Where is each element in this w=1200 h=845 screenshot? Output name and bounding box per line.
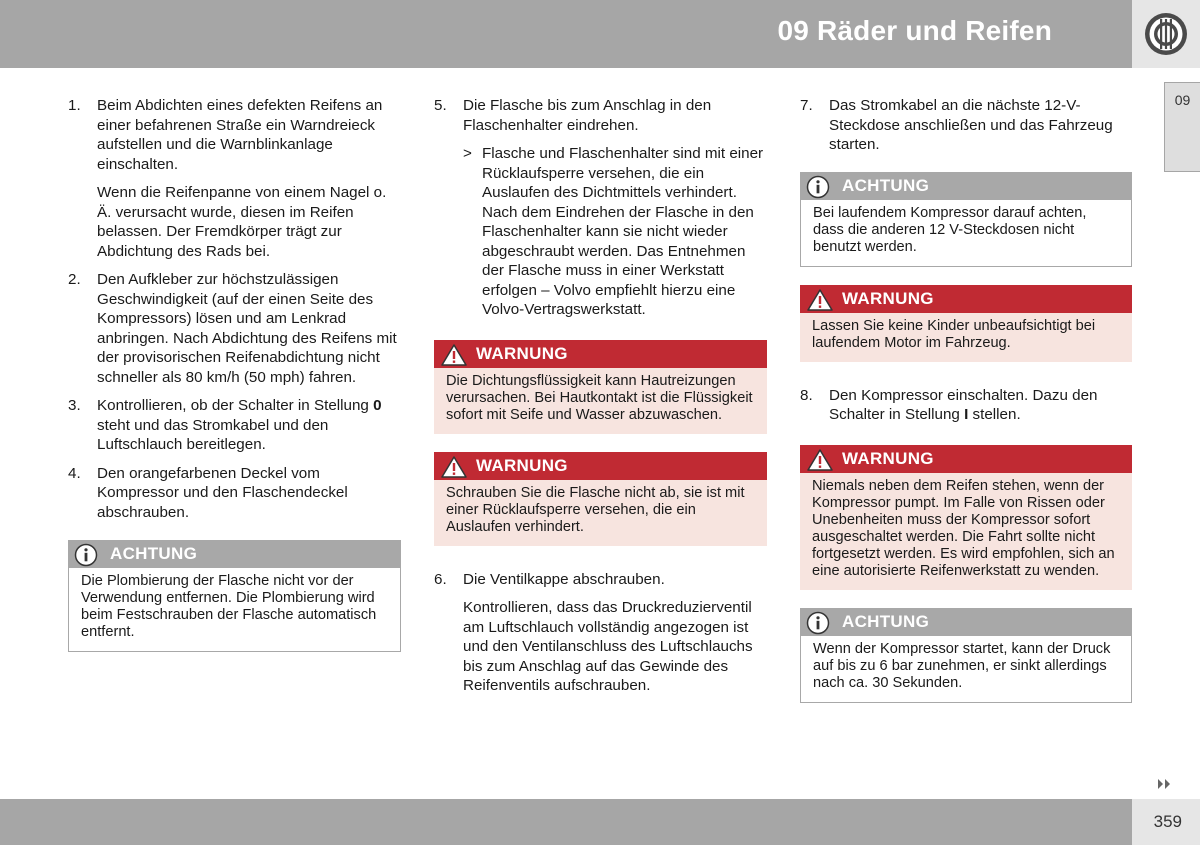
result-marker: > [463,145,472,162]
step-text: Das Stromkabel an die nächste 12-V-Steckdose anschließen und das Fahrzeug starten. [829,97,1113,153]
info-icon [806,175,830,199]
achtung-box [800,172,1132,267]
step-number: 4. [68,464,81,482]
step-2 [68,270,401,387]
switch-position-label: 0 [373,397,382,414]
chapter-side-tab[interactable]: 09 [1164,82,1200,172]
step-number: 1. [68,97,81,114]
step-text: Den orangefarbenen Deckel vom Kompressor und den Flaschendeckel abschrauben. [97,464,348,521]
warnung-box [800,445,1132,590]
achtung-title: ACHTUNG [110,544,198,564]
warnung-box [800,285,1132,362]
double-chevron-right-icon[interactable] [1157,777,1173,791]
step-note: Kontrollieren, dass das Druckreduzierventil am Luftschlauch vollständig angezogen ist und den Ventilanschluss des Luftschlauchs bis zum Anschlag auf das Gewinde des Reifenventils aufschrauben. [463,599,753,694]
column-1 [68,96,401,670]
warnung-header [434,340,767,368]
column-3 [800,96,1132,721]
step-number: 6. [434,570,447,588]
step-8 [800,386,1132,425]
step-5 [434,96,767,135]
warnung-text: Schrauben Sie die Flasche nicht ab, sie ist mit einer Rücklaufsperre versehen, die ein Auslaufen verhindert. [434,480,767,546]
achtung-title: ACHTUNG [842,175,930,195]
switch-position-label: I [964,406,969,423]
warnung-header [434,452,767,480]
step-number: 8. [800,386,813,404]
info-icon [74,543,98,567]
step-text-part: Den Kompressor einschalten. Dazu den Schalter in Stellung [829,386,1098,423]
warnung-box [434,340,767,434]
achtung-box [800,608,1132,703]
warnung-text: Die Dichtungsflüssigkeit kann Hautreizungen verursachen. Bei Hautkontakt ist die Flüssigkeit sofort mit Seife und Wasser abzuwaschen. [434,368,767,434]
achtung-text: Bei laufendem Kompressor darauf achten, dass die anderen 12 V-Steckdosen nicht benutzt werden. [800,200,1132,267]
warnung-text: Lassen Sie keine Kinder unbeaufsichtigt bei laufendem Motor im Fahrzeug. [800,313,1132,362]
step-text [97,396,401,455]
achtung-header [800,172,1132,200]
warnung-header [800,285,1132,313]
step-7 [800,96,1132,155]
page-footer [0,799,1132,845]
step-text-part: Kontrollieren, ob der Schalter in Stellung [97,397,374,414]
warnung-header [800,445,1132,473]
chapter-header [0,0,1132,68]
warnung-text: Niemals neben dem Reifen stehen, wenn der Kompressor pumpt. Im Falle von Rissen oder Unebenheiten muss der Kompressor sofort ausgeschaltet werden. Die Fahrt sollte nicht fortgesetzt werden. Es wird empfohlen, sich an eine autorisierte Reifenwerkstatt zu wenden. [800,473,1132,590]
step-1 [68,96,401,174]
step-text-part: stellen. [968,406,1021,423]
achtung-text: Wenn der Kompressor startet, kann der Druck auf bis zu 6 bar zunehmen, er sinkt allerdings nach ca. 30 Sekunden. [800,636,1132,703]
result-text: Flasche und Flaschenhalter sind mit einer Rücklaufsperre versehen, die ein Auslaufen des Dichtmittels verhindert. Nach dem Eindrehen der Flasche in den Flaschenhalter kann sie nicht wieder abgeschraubt werden. Das Entnehmen der Flasche muss in einer Werkstatt erfolgen – Volvo empfiehlt hierzu eine Volvo-Vertragswerkstatt. [482,145,764,318]
warnung-title: WARNUNG [842,448,934,468]
step-text-part: steht und das Stromkabel und den Luftschlauch bereitlegen. [97,416,329,453]
step-text: Beim Abdichten eines defekten Reifens an einer befahrenen Straße ein Warndreieck aufstellen und die Warnblinkanlage einschalten. [97,97,383,173]
chapter-icon-box [1132,0,1200,68]
step-number: 3. [68,397,81,414]
chapter-title: 09 Räder und Reifen [777,15,1052,46]
achtung-title: ACHTUNG [842,611,930,631]
warning-triangle-icon [806,288,834,312]
column-2 [434,96,767,705]
page-number: 359 [1153,812,1182,831]
warnung-box [434,452,767,546]
achtung-text: Die Plombierung der Flasche nicht vor der Verwendung entfernen. Die Plombierung wird beim Festschrauben der Flasche automatisch entfernt. [68,568,401,652]
step-note: Wenn die Reifenpanne von einem Nagel o. Ä. verursacht wurde, diesen im Reifen belassen. Der Fremdkörper trägt zur Abdichtung des Rads bei. [97,184,387,260]
achtung-box [68,540,401,652]
tire-icon [1132,0,1200,68]
step-6 [434,570,767,590]
step-text [829,386,1132,425]
step-4 [68,464,401,523]
step-3 [68,396,401,455]
warnung-title: WARNUNG [476,343,568,363]
warnung-title: WARNUNG [842,288,934,308]
warnung-title: WARNUNG [476,455,568,475]
step-text: Die Ventilkappe abschrauben. [463,570,665,588]
warning-triangle-icon [806,448,834,472]
step-number: 5. [434,97,447,114]
info-icon [806,611,830,635]
step-result [434,144,767,320]
achtung-header [68,540,401,568]
warning-triangle-icon [440,343,468,367]
achtung-header [800,608,1132,636]
step-number: 2. [68,271,81,288]
warning-triangle-icon [440,455,468,479]
step-text: Den Aufkleber zur höchstzulässigen Geschwindigkeit (auf der einen Seite des Kompressors) lösen und am Lenkrad anbringen. Nach Abdichtung des Reifens mit der provisorischen Reifenabdichtung nicht schneller als 80 km/h (50 mph) fahren. [97,271,397,386]
step-text: Die Flasche bis zum Anschlag in den Flaschenhalter eindrehen. [463,97,712,134]
step-number: 7. [800,97,813,114]
